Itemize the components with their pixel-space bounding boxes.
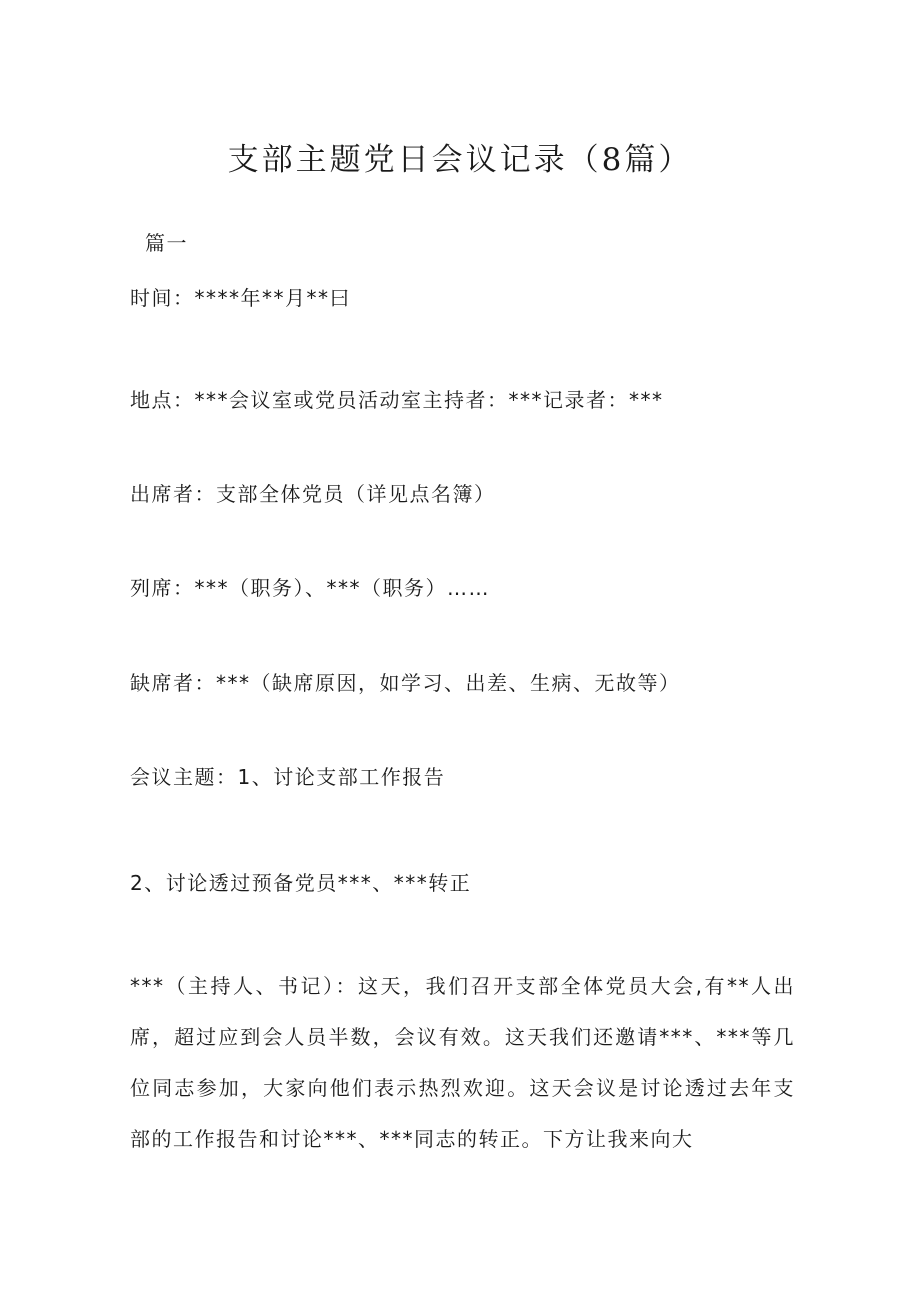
document-title: 支部主题党日会议记录（8篇） [227, 142, 693, 178]
meeting-topic-1: 会议主题：1、讨论支部工作报告 [130, 765, 446, 789]
meeting-topic-2: 2、讨论透过预备党员***、***转正 [130, 871, 472, 895]
meeting-time: 时间：****年**月**曰 [130, 286, 351, 310]
absentees: 缺席者：***（缺席原因，如学习、出差、生病、无故等） [130, 671, 681, 695]
body-paragraph: ***（主持人、书记）：这天，我们召开支部全体党员大会,有**人出席，超过应到会人员半数，会议有效。这天我们还邀请***、***等几位同志参加，大家向他们表示热烈欢迎。这天会议是讨论透过去年支部的工作报告和讨论***、***同志的转正。下方让我来向大 [130, 974, 795, 1151]
observers: 列席：***（职务）、***（职务）…… [130, 576, 490, 600]
attendees: 出席者：支部全体党员（详见点名簿） [130, 482, 496, 506]
section-heading: 篇一 [145, 231, 188, 255]
meeting-location: 地点：***会议室或党员活动室主持者：***记录者：*** [130, 388, 664, 412]
